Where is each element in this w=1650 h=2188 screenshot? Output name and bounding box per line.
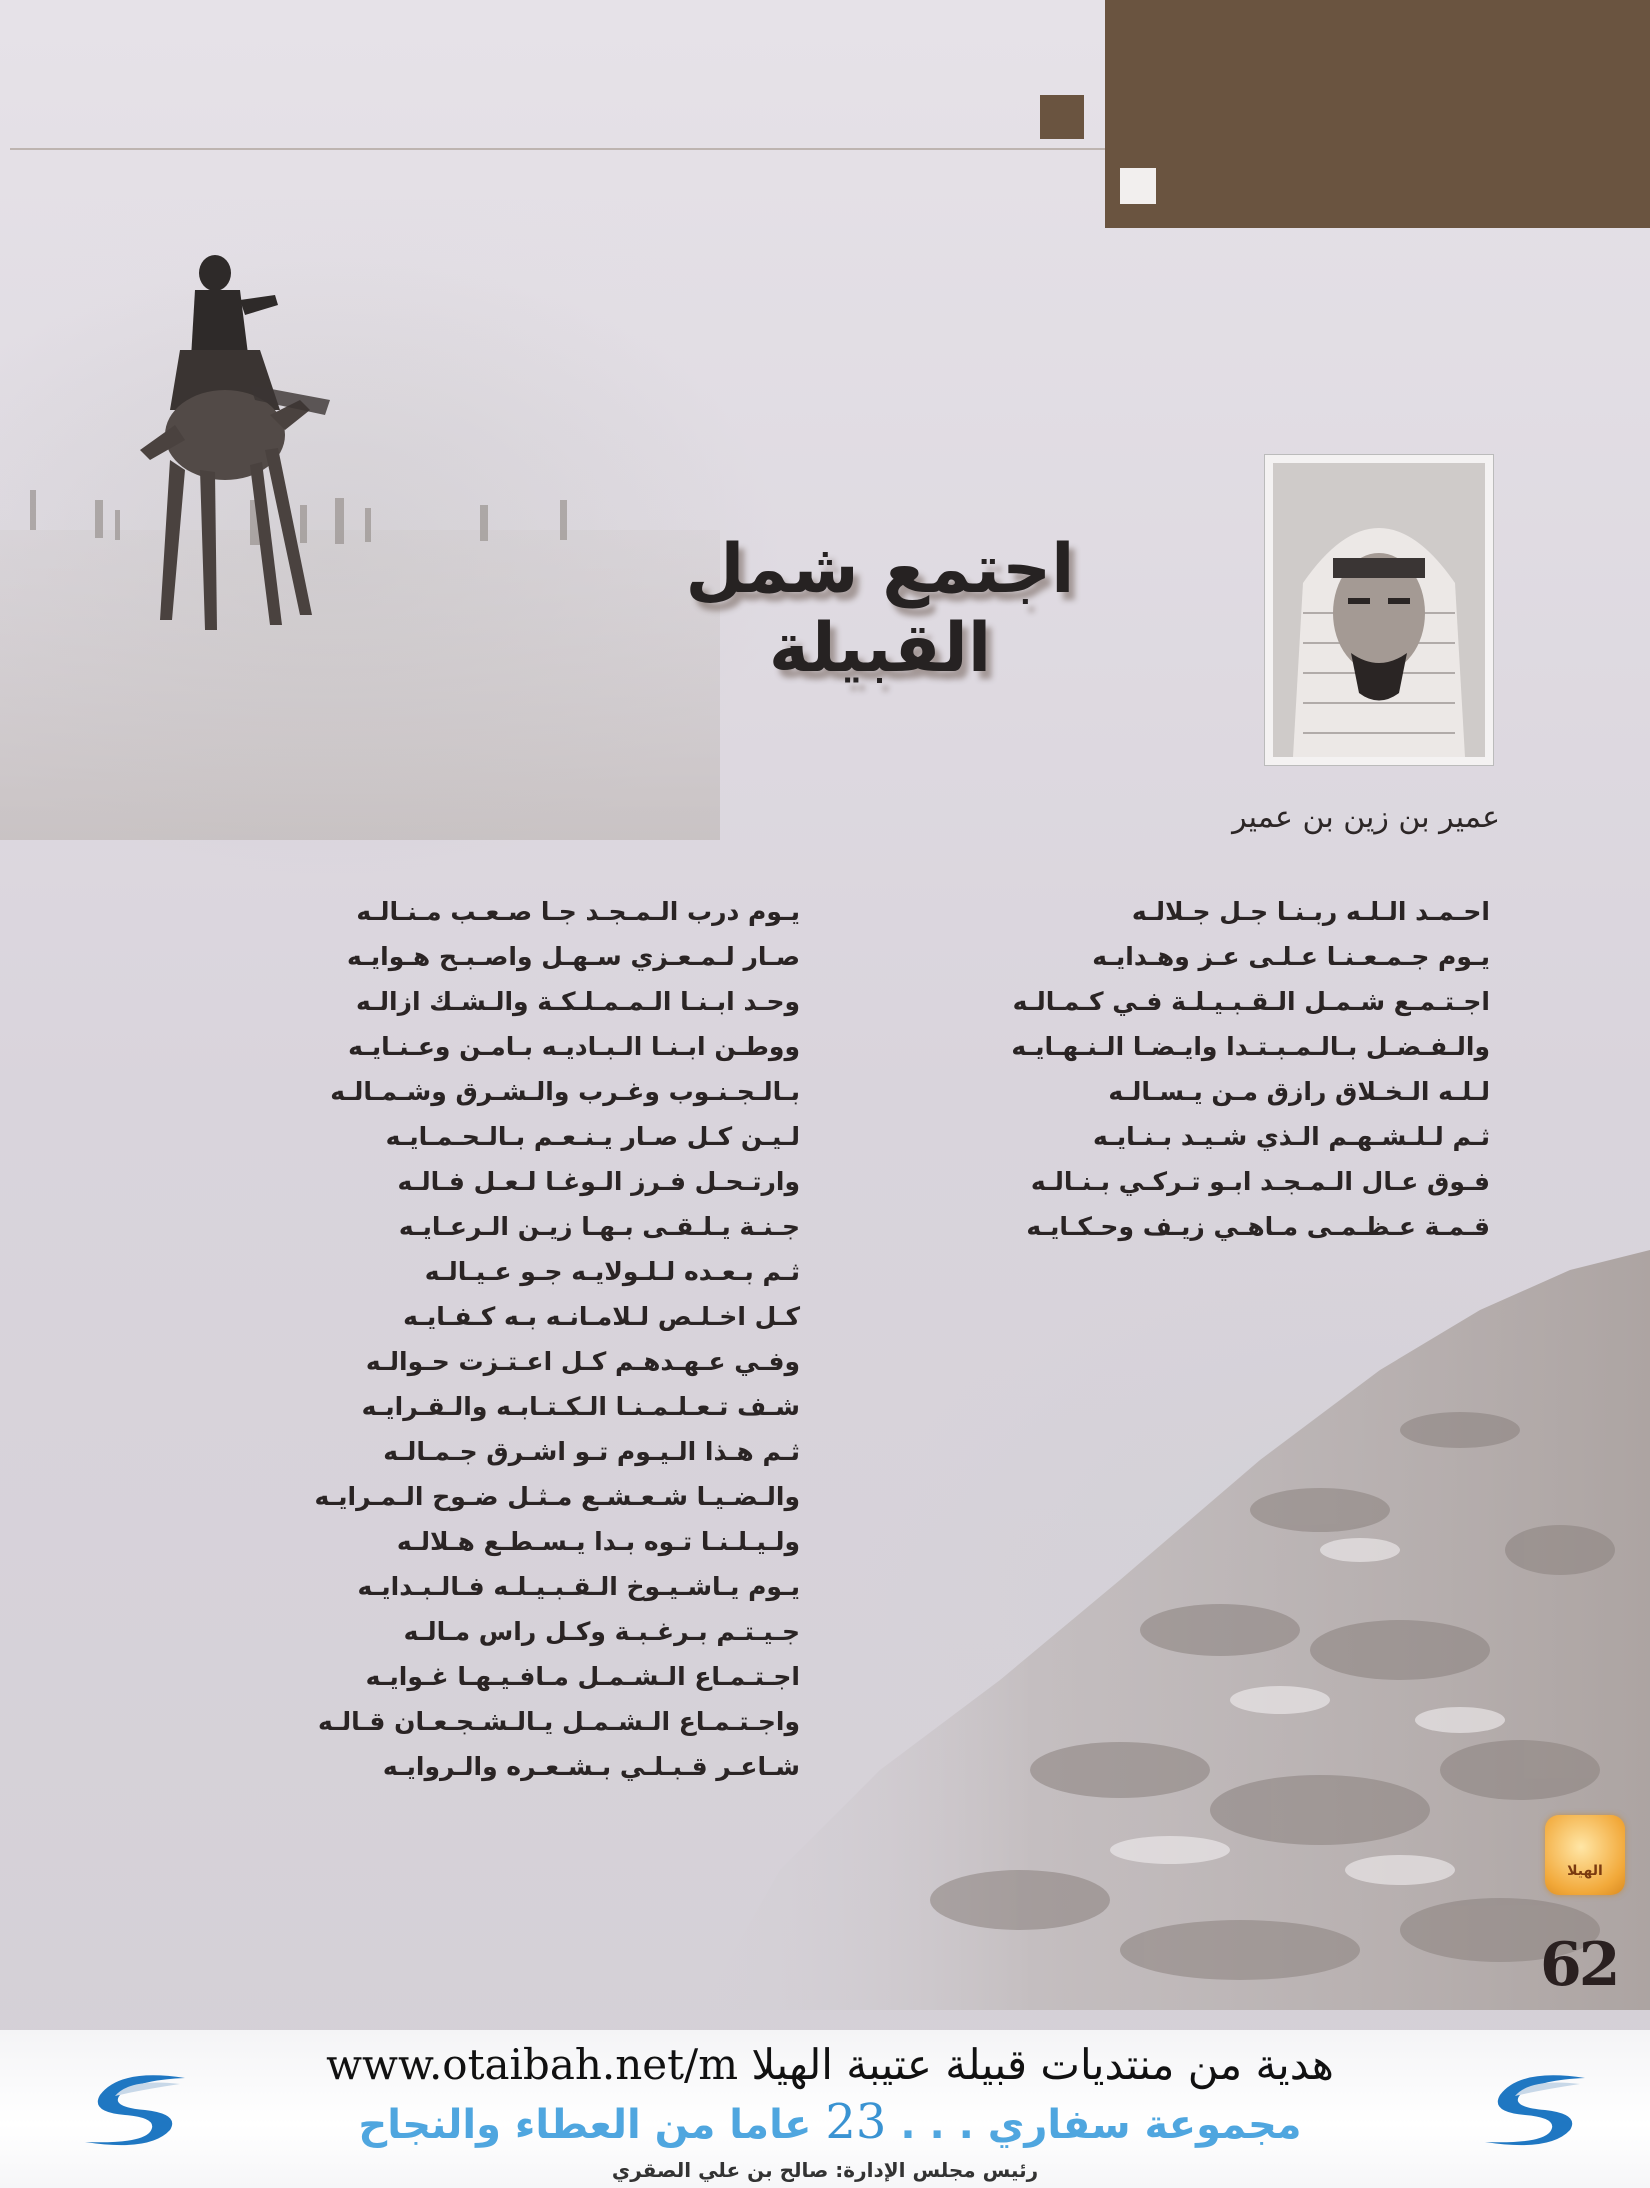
verse-line: يـوم يـاشـيـوخ الـقـبـيـلـه فـالـبـدايـه xyxy=(357,1572,800,1601)
verses-left-column xyxy=(120,897,800,2057)
poem-title: اجتمع شمل القبيلة xyxy=(685,530,1075,688)
swoosh-logo-left-icon xyxy=(80,2070,190,2150)
verse-line: بـالـجـنـوب وغـرب والـشـرق وشـمـالـه xyxy=(330,1077,800,1106)
white-square-decoration xyxy=(1120,168,1156,204)
verse-line: واجـتـمـاع الـشـمـل يـالـشـجـعـان قـالـه xyxy=(318,1707,800,1736)
verse-line: يـوم جـمـعـنـا عـلـى عـز وهـدايـه xyxy=(1092,942,1490,971)
verse-line: وفـي عـهـدهـم كـل اعـتـزت حـوالـه xyxy=(365,1347,800,1376)
verse-line: وارتـحـل فـرز الـوغـا لـعـل فـالـه xyxy=(397,1167,800,1196)
camel-rider-photo xyxy=(0,200,720,840)
verse-line: اجـتـمـاع الـشـمـل مـافـيـهـا غـوايـه xyxy=(365,1662,800,1691)
author-name: عمير بن زين بن عمير xyxy=(1232,800,1500,835)
brown-corner-block xyxy=(1105,0,1650,228)
slogan-part-1: مجموعة سفاري . . . xyxy=(900,2102,1302,2148)
verse-line: وحـد ابـنـا الـمـمـلـكـة والـشـك ازالـه xyxy=(355,987,800,1016)
verse-line: ثـم هـذا الـيـوم تـو اشـرق جـمـالـه xyxy=(383,1437,800,1466)
verse-line: ثـم لـلـشـهـم الـذي شـيـد بـنـايـه xyxy=(1092,1122,1490,1151)
verse-line: والـضـيـا شـعـشـع مـثـل ضـوح الـمـرايـه xyxy=(314,1482,800,1511)
verse-line: صـار لـمـعـزي سـهـل واصـبـح هـوايـه xyxy=(347,942,800,971)
verse-line: شـاعـر قـبـلـي بـشـعـره والـروايـه xyxy=(382,1752,800,1781)
rock-landscape-photo xyxy=(700,1250,1650,2010)
chairman-credit: رئيس مجلس الإدارة: صالح بن علي الصقري xyxy=(611,2158,1039,2182)
verse-line: لـلـه الـخـلاق رازق مـن يـسـالـه xyxy=(1108,1077,1490,1106)
footer-slogan xyxy=(200,2094,1460,2150)
verse-line: جـنـة يـلـقـى بـهـا زيـن الـرعـايـه xyxy=(398,1212,800,1241)
verse-line: يـوم درب الـمـجـد جـا صـعـب مـنـالـه xyxy=(356,897,800,926)
top-divider-line xyxy=(10,148,1105,150)
verse-line: اجـتـمـع شـمـل الـقـبـيـلـة فـي كـمـالـه xyxy=(1012,987,1490,1016)
poet-portrait-image xyxy=(1273,463,1485,757)
verse-line: شـف تـعـلـمـنـا الـكـتـابـه والـقـرايـه xyxy=(361,1392,800,1421)
verse-line: ولـيـلـنـا تـوه بـدا يـسـطـع هـلالـه xyxy=(396,1527,800,1556)
verse-line: قـمـة عـظـمـى مـاهـي زيـف وحـكـايـه xyxy=(1026,1212,1490,1241)
verse-line: جـيـتـم بـرغـبـة وكـل راس مـالـه xyxy=(403,1617,800,1646)
verse-line: ووطـن ابـنـا الـبـاديـه بـامـن وعـنـايـه xyxy=(348,1032,800,1061)
verse-line: لـيـن كـل صـار يـنـعـم بـالـحـمـايـه xyxy=(385,1122,800,1151)
verse-line: كـل اخـلـص لـلامـانـه بـه كـفـايـه xyxy=(403,1302,800,1331)
verses-right-column xyxy=(830,897,1490,1257)
verse-line: احـمـد الـلـه ربـنـا جـل جـلالـه xyxy=(1131,897,1490,926)
swoosh-logo-right-icon xyxy=(1480,2070,1590,2150)
logo-text: الهيلا xyxy=(1567,1863,1603,1879)
slogan-part-2: عاما من العطاء والنجاح xyxy=(358,2102,812,2148)
alhaila-logo-badge xyxy=(1545,1815,1625,1895)
verse-line: فـوق عـال الـمـجـد ابـو تـركـي بـنـالـه xyxy=(1030,1167,1490,1196)
brown-square-decoration xyxy=(1040,95,1084,139)
footer-url-line: www.otaibah.net/m هدية من منتديات قبيلة عتيبة الهيلا xyxy=(326,2040,1334,2089)
slogan-number: 23 xyxy=(825,2094,887,2150)
verse-line: والـفـضـل بـالـمـبـتـدا وايـضـا الـنـهـايـه xyxy=(1011,1032,1490,1061)
verse-line: ثـم بـعـده لـلـولايـه جـو عـيـالـه xyxy=(424,1257,800,1286)
poet-portrait xyxy=(1265,455,1493,765)
page-number: 62 xyxy=(1540,1930,1618,2000)
